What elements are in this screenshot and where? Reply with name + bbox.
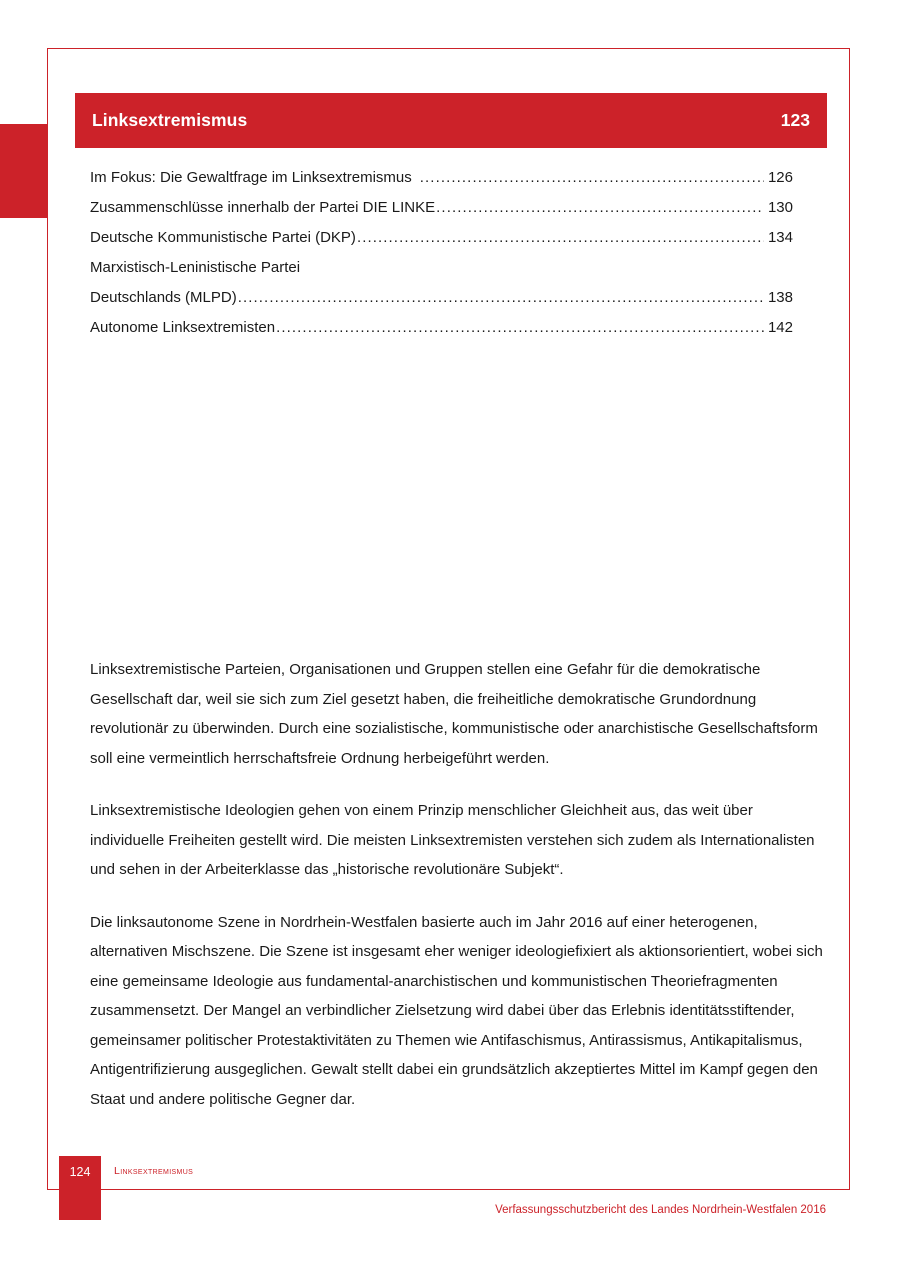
toc-dot-leader (276, 313, 764, 343)
table-of-contents (90, 163, 793, 343)
toc-entry[interactable] (90, 253, 793, 283)
toc-entry-label: Deutsche Kommunistische Partei (DKP) (90, 229, 356, 246)
toc-dot-leader (420, 163, 764, 193)
toc-entry[interactable] (90, 193, 793, 223)
section-header-banner (75, 93, 827, 148)
toc-entry[interactable] (90, 283, 793, 313)
body-paragraph: Linksextremistische Ideologien gehen von einem Prinzip menschlicher Gleichheit aus, das weit über individuelle Freiheiten gestellt wird. Die meisten Linksextremisten verstehen sich zudem als Internationalisten und sehen in der Arbeiterklasse das „historische revolutionäre Subjekt“. (90, 802, 815, 878)
toc-entry-label: Marxistisch-Leninistische Partei (90, 259, 301, 276)
toc-dot-leader (238, 283, 764, 313)
toc-entry-label: Deutschlands (MLPD) (90, 289, 237, 306)
toc-entry-page: 138 (767, 289, 793, 306)
toc-entry-page: 130 (767, 199, 793, 216)
body-paragraph: Linksextremistische Parteien, Organisationen und Gruppen stellen eine Gefahr für die demokratische Gesellschaft dar, weil sie sich zum Ziel gesetzt haben, die freiheitliche demokratische Grundordnung revolutionär zu überwinden. Durch eine sozialistische, kommunistische oder anarchistische Gesellschaftsform soll eine vermeintlich herrschaftsfreie Ordnung herbeigeführt werden. (90, 661, 818, 767)
toc-entry-label: Zusammenschlüsse innerhalb der Partei DIE LINKE (90, 199, 436, 216)
toc-entry[interactable] (90, 223, 793, 253)
toc-entry-page: 142 (767, 319, 793, 336)
toc-dot-leader (357, 223, 764, 253)
toc-entry-label: Autonome Linksextremisten (90, 319, 276, 336)
footer-report-line: Verfassungsschutzbericht des Landes Nordrhein-Westfalen 2016 (495, 1204, 826, 1216)
toc-entry[interactable] (90, 313, 793, 343)
section-edge-tab (0, 124, 47, 218)
toc-entry[interactable] (90, 163, 793, 193)
toc-entry-page: 126 (767, 169, 793, 186)
section-title: Linksextremismus (92, 110, 248, 130)
toc-entry-label: Im Fokus: Die Gewaltfrage im Linksextremismus (90, 169, 412, 186)
footer-section-label: Linksextremismus (114, 1165, 194, 1177)
footer-page-number: 124 (69, 1165, 91, 1179)
toc-dot-leader (436, 193, 764, 223)
toc-entry-page: 134 (767, 229, 793, 246)
body-paragraph: Die linksautonome Szene in Nordrhein-Westfalen basierte auch im Jahr 2016 auf einer heterogenen, alternativen Mischszene. Die Szene ist insgesamt eher weniger ideologiefixiert als aktionsorientiert, wobei sich eine gemeinsame Ideologie aus fundamental-anarchistischen und kommunistischen Theoriefragmenten zusammensetzt. Der Mangel an verbindlicher Zielsetzung wird dabei über das Erlebnis identitätsstiftender, gemeinsamer politischer Protestaktivitäten zu Themen wie Antifaschismus, Antirassismus, Antikapitalismus, Antigentrifizierung ausgeglichen. Gewalt stellt dabei ein grundsätzlich akzeptiertes Mittel im Kampf gegen den Staat und andere politische Gegner dar. (90, 913, 823, 1108)
section-start-page: 123 (780, 110, 810, 130)
body-copy (90, 655, 823, 1114)
